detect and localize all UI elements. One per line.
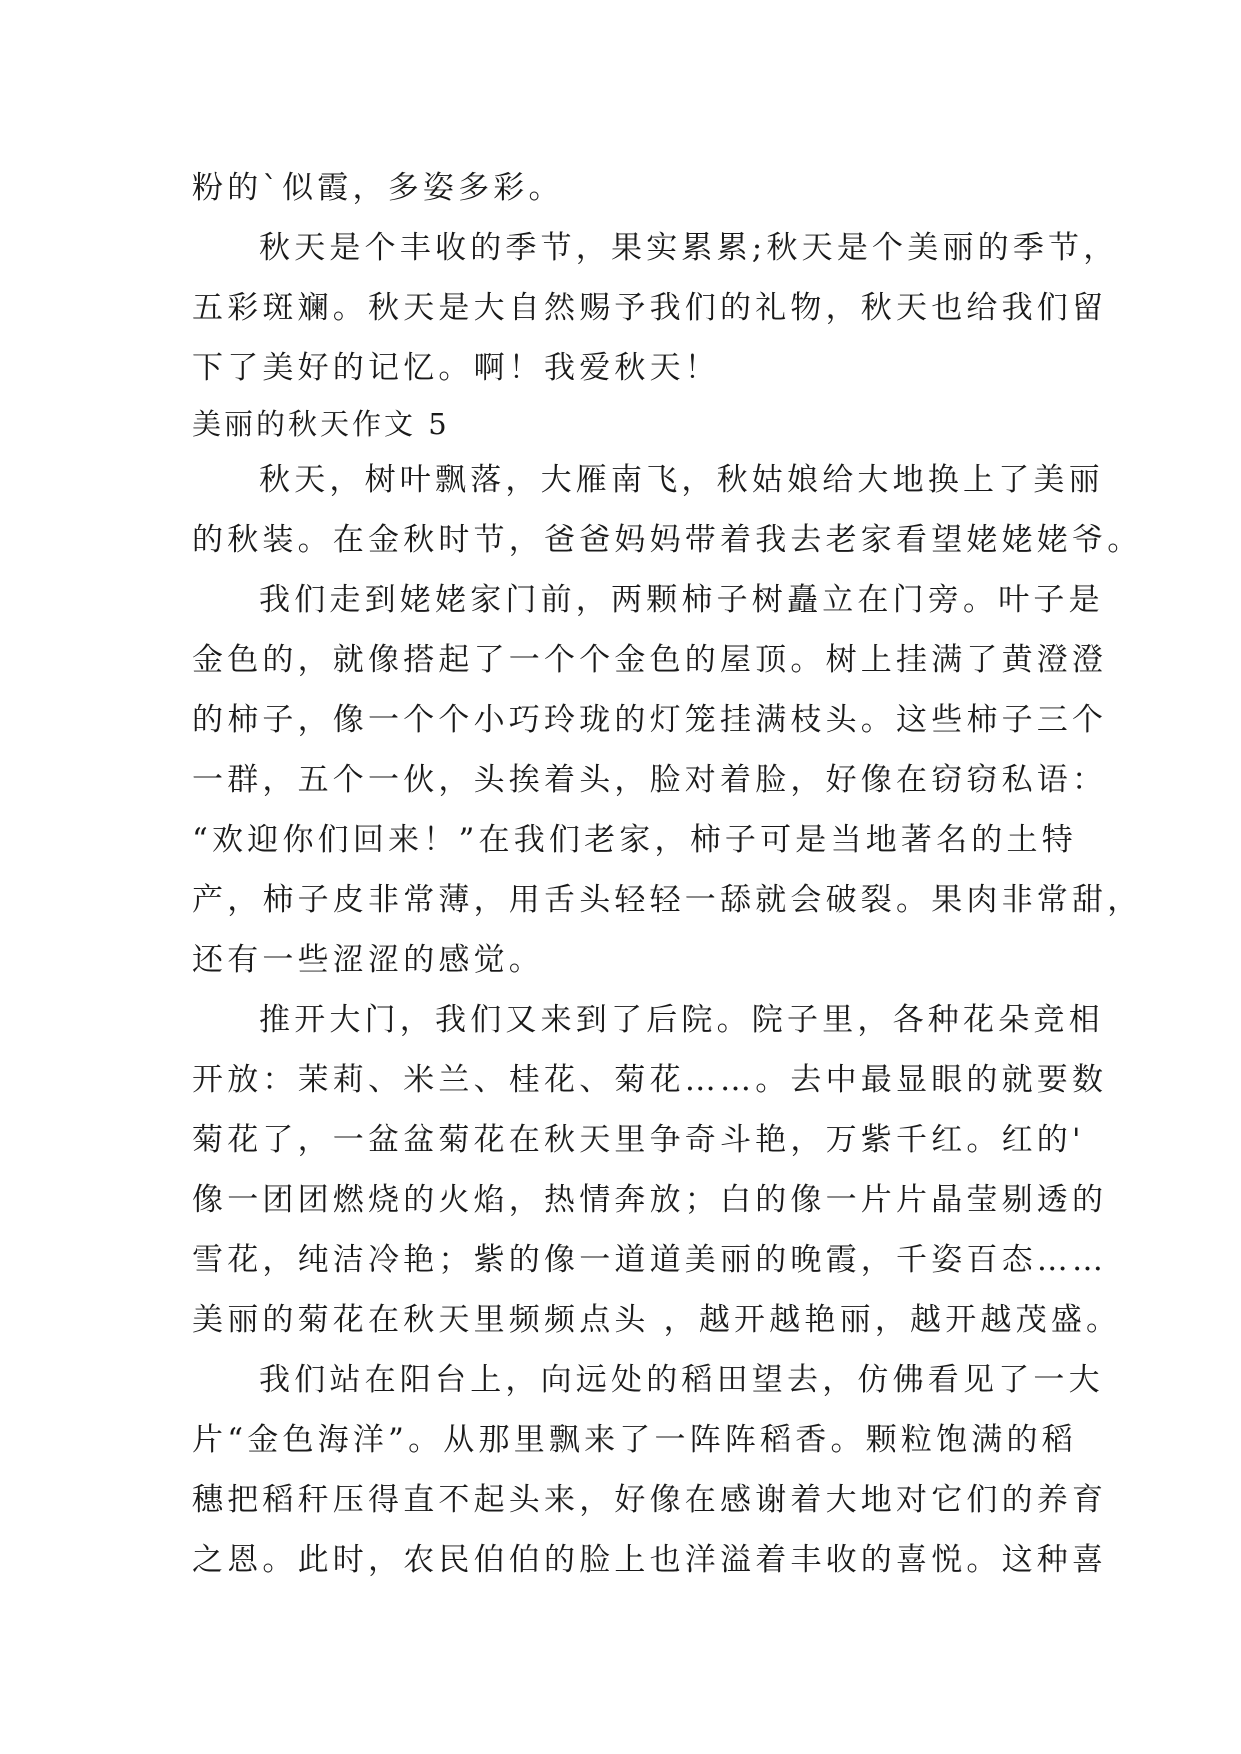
text-line: 我们站在阳台上，向远处的稻田望去，仿佛看见了一大 [259,1362,1104,1398]
paragraph-closing [192,218,1119,398]
paragraph-3 [192,990,1122,1350]
document-body [192,158,1143,1590]
paragraph-4 [192,1350,1108,1590]
text-line: 的秋装。在金秋时节，爸爸妈妈带着我去老家看望姥姥姥爷。 [192,522,1143,558]
text-line: 产，柿子皮非常薄，用舌头轻轻一舔就会破裂。果肉非常甜， [192,882,1143,918]
text-line: 粉的`似霞，多姿多彩。 [192,170,564,206]
section-title: 美丽的秋天作文 5 [192,407,450,441]
text-line: 推开大门，我们又来到了后院。院子里，各种花朵竞相 [259,1002,1104,1038]
text-line: 之恩。此时，农民伯伯的脸上也洋溢着丰收的喜悦。这种喜 [192,1542,1108,1578]
text-line: 五彩斑斓。秋天是大自然赐予我们的礼物，秋天也给我们留 [192,290,1108,326]
paragraph-2 [192,570,1143,990]
paragraph-1 [192,450,1143,570]
text-line: “欢迎你们回来！”在我们老家，柿子可是当地著名的土特 [192,822,1077,858]
text-line: 一群，五个一伙，头挨着头，脸对着脸，好像在窃窃私语： [192,762,1108,798]
text-line: 秋天，树叶飘落，大雁南飞，秋姑娘给大地换上了美丽 [259,462,1104,498]
text-line: 下了美好的记忆。啊！我爱秋天！ [192,350,720,386]
text-line: 菊花了，一盆盆菊花在秋天里争奇斗艳，万紫千红。红的' [192,1122,1085,1158]
text-line: 像一团团燃烧的火焰，热情奔放；白的像一片片晶莹剔透的 [192,1182,1108,1218]
text-line: 我们走到姥姥家门前，两颗柿子树矗立在门旁。叶子是 [259,582,1104,618]
text-line: 美丽的菊花在秋天里频频点头 ，越开越艳丽，越开越茂盛。 [192,1302,1122,1338]
text-line: 秋天是个丰收的季节，果实累累;秋天是个美丽的季节， [259,230,1119,266]
text-line: 片“金色海洋”。从那里飘来了一阵阵稻香。颗粒饱满的稻 [192,1422,1077,1458]
text-line: 的柿子，像一个个小巧玲珑的灯笼挂满枝头。这些柿子三个 [192,702,1108,738]
text-line: 开放：茉莉、米兰、桂花、菊花……。去中最显眼的就要数 [192,1062,1108,1098]
text-line: 金色的，就像搭起了一个个金色的屋顶。树上挂满了黄澄澄 [192,642,1108,678]
text-line: 还有一些涩涩的感觉。 [192,942,544,978]
text-line: 雪花，纯洁冷艳；紫的像一道道美丽的晚霞，千姿百态…… [192,1242,1108,1278]
text-line: 穗把稻秆压得直不起头来，好像在感谢着大地对它们的养育 [192,1482,1108,1518]
